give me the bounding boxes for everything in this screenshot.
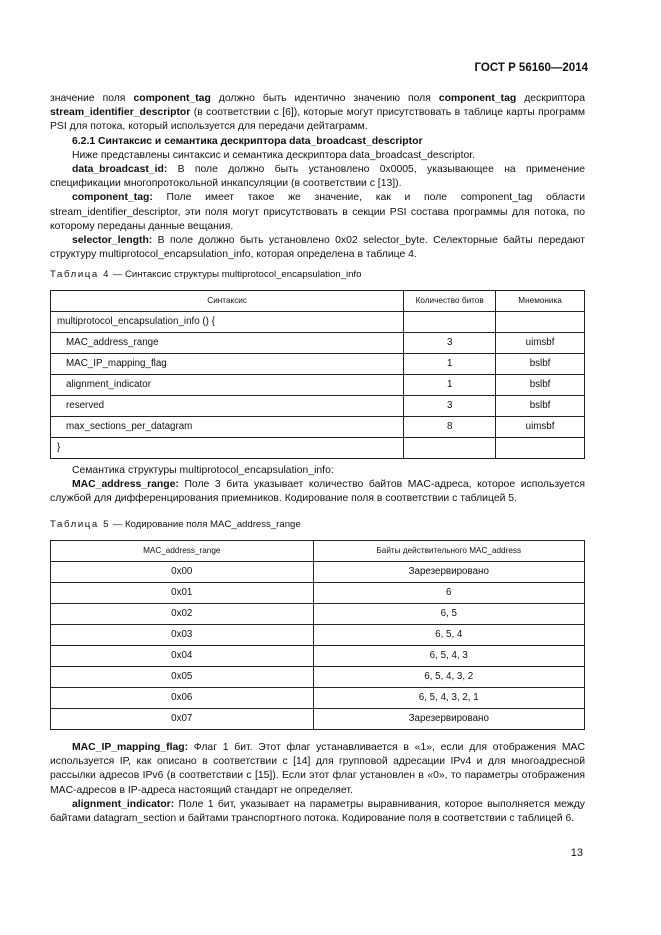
table-cell: 0x06: [51, 688, 314, 709]
document-id: ГОСТ Р 56160—2014: [474, 62, 588, 74]
table4-caption: Таблица 4 — Синтаксис структуры multiprotocol_encapsulation_info: [50, 269, 362, 280]
table-row: [51, 354, 585, 375]
table-row: [51, 646, 585, 667]
page-number: 13: [570, 847, 583, 859]
table-row: [51, 625, 585, 646]
table-cell: Зарезервировано: [313, 709, 585, 730]
section-heading: 6.2.1 Синтаксис и семантика дескриптора data_broadcast_descriptor: [72, 135, 423, 147]
table4-header-row: [51, 291, 585, 312]
table-row: [51, 396, 585, 417]
table-cell: 3: [404, 333, 496, 354]
table5-header-row: [51, 541, 585, 562]
table5-caption: Таблица 5 — Кодирование поля MAC_address_range: [50, 519, 301, 530]
paragraph-component-tag-note: значение поля component_tag должно быть идентично значению поля component_tag дескриптора stream_identifier_descriptor (в соответствии с [6]), которые могут присутствовать в таблице карты программ PSI для потока, который используется для передачи дейтаграмм.: [50, 93, 585, 133]
paragraph-alignment-indicator: alignment_indicator: Поле 1 бит, указывает на параметры выравнивания, которое выполняется между байтами datagram_section и байтами транспортного потока. Кодирование поля в соответствии с таблицей 6.: [50, 798, 585, 825]
table-row: [51, 417, 585, 438]
table-cell: 6, 5, 4, 3, 2, 1: [313, 688, 585, 709]
paragraph-mac-ip-mapping-flag: MAC_IP_mapping_flag: Флаг 1 бит. Этот флаг устанавливается в «1», если для отображения MAC используется IP, как описано в соответствии с [14] для групповой адресации IPv4 и для многоадресной рассылки адресов IPv6 (в соответствии с [15]). Если этот флаг установлен в «0», то параметры отображения MAC-адресов в IP-адреса настоящий стандарт не определяет.: [50, 742, 585, 796]
table-row: [51, 312, 585, 333]
paragraph-data-broadcast-id: data_broadcast_id: В поле должно быть установлено 0x0005, указывающее на применение спецификации многопротокольной инкапсуляции (в соответствии с [13]).: [50, 164, 585, 190]
table-cell: max_sections_per_datagram: [51, 417, 404, 438]
table-cell: [496, 438, 585, 459]
table-cell: [404, 438, 496, 459]
intro-section: [50, 92, 585, 262]
paragraph-component-tag: component_tag: Поле имеет такое же значение, как и поле component_tag области stream_identifier_descriptor, эти поля могут присутствовать в секции PSI состава программы для потока, по которому переданы данные вещания.: [50, 192, 585, 232]
table-row: [51, 583, 585, 604]
table-cell: 1: [404, 354, 496, 375]
table-row: [51, 688, 585, 709]
table-cell: reserved: [51, 396, 404, 417]
table-row: [51, 667, 585, 688]
table-row: [51, 375, 585, 396]
table-cell: bslbf: [496, 396, 585, 417]
table-cell: bslbf: [496, 354, 585, 375]
table4-header-cell: Количество битов: [404, 291, 496, 312]
table-cell: 8: [404, 417, 496, 438]
table-cell: Зарезервировано: [313, 562, 585, 583]
table-row: [51, 438, 585, 459]
paragraph-selector-length: selector_length: В поле должно быть установлено 0x02 selector_byte. Селекторные байты передают структуру multiprotocol_encapsulation_info, которая определена в таблице 4.: [50, 235, 585, 261]
table-cell: 0x04: [51, 646, 314, 667]
table-cell: MAC_address_range: [51, 333, 404, 354]
table-cell: MAC_IP_mapping_flag: [51, 354, 404, 375]
table-cell: bslbf: [496, 375, 585, 396]
table-cell: [496, 312, 585, 333]
table-row: [51, 333, 585, 354]
table4-section: [50, 268, 585, 459]
table-cell: 0x03: [51, 625, 314, 646]
table-cell: uimsbf: [496, 417, 585, 438]
table5: [50, 540, 585, 730]
table-cell: 6, 5, 4, 3, 2: [313, 667, 585, 688]
table-cell: [404, 312, 496, 333]
table-cell: multiprotocol_encapsulation_info () {: [51, 312, 404, 333]
table-cell: 0x00: [51, 562, 314, 583]
table-cell: 0x02: [51, 604, 314, 625]
table-cell: 6: [313, 583, 585, 604]
closing-section: [50, 741, 585, 826]
semantics-section: [50, 464, 585, 507]
table-row: [51, 604, 585, 625]
table4-header-cell: Синтаксис: [51, 291, 404, 312]
paragraph-intro: Ниже представлены синтаксис и семантика дескриптора data_broadcast_descriptor.: [72, 149, 476, 161]
table4: [50, 290, 585, 459]
table-cell: }: [51, 438, 404, 459]
table-cell: 3: [404, 396, 496, 417]
table5-section: [50, 518, 585, 730]
paragraph-semantics: Семантика структуры multiprotocol_encapsulation_info:: [72, 465, 334, 476]
table-cell: 0x01: [51, 583, 314, 604]
table-cell: 6, 5, 4: [313, 625, 585, 646]
table-cell: 1: [404, 375, 496, 396]
table5-header-cell: MAC_address_range: [51, 541, 314, 562]
table-row: [51, 562, 585, 583]
table-cell: 6, 5: [313, 604, 585, 625]
table-cell: 6, 5, 4, 3: [313, 646, 585, 667]
table4-header-cell: Мнемоника: [496, 291, 585, 312]
table5-header-cell: Байты действительного MAC_address: [313, 541, 585, 562]
paragraph-mac-address-range: MAC_address_range: Поле 3 бита указывает количество байтов MAC-адреса, которое используется службой для дифференцирования приемников. Кодирование поля в соответствии с таблицей 5.: [50, 479, 585, 505]
table-cell: uimsbf: [496, 333, 585, 354]
table-cell: 0x05: [51, 667, 314, 688]
table-cell: 0x07: [51, 709, 314, 730]
table-cell: alignment_indicator: [51, 375, 404, 396]
table-row: [51, 709, 585, 730]
